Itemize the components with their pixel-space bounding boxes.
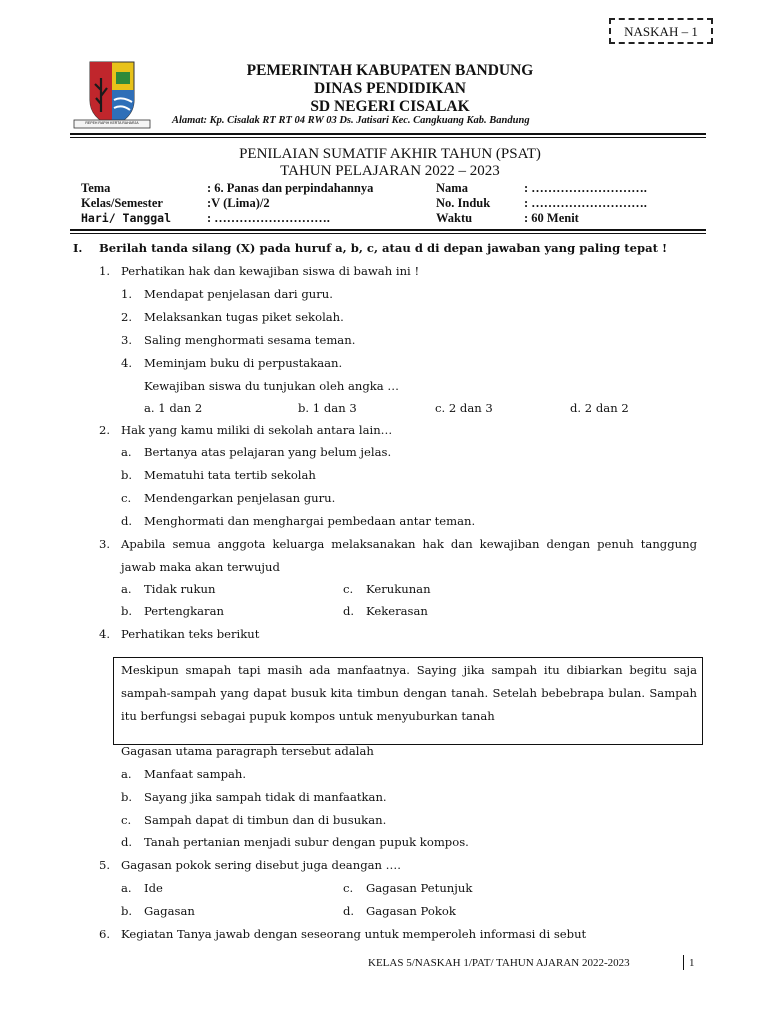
induk-value: : ………………………. (524, 196, 647, 210)
q4-passage-line: Meskipun smapah tapi masih ada manfaatnya. Saying jika sampah itu dibiarkan begitu saja (121, 663, 697, 677)
q2-option-letter: b. (121, 468, 133, 482)
q3-option-letter: c. (343, 582, 354, 596)
q1-text: Perhatikan hak dan kewajiban siswa di bawah ini ! (121, 264, 420, 278)
q3-option-letter: d. (343, 604, 355, 618)
q1-option-b[interactable]: b. 1 dan 3 (298, 401, 357, 415)
q1-number: 1. (99, 264, 111, 278)
header-government: PEMERINTAH KABUPATEN BANDUNG (246, 62, 534, 79)
q4-option-d[interactable]: Tanah pertanian menjadi subur dengan pupuk kompos. (144, 835, 469, 849)
q4-option-letter: d. (121, 835, 133, 849)
q3-text-line2: jawab maka akan terwujud (121, 560, 280, 574)
q4-option-a[interactable]: Manfaat sampah. (144, 767, 247, 781)
q2-option-letter: d. (121, 514, 133, 528)
q5-option-d[interactable]: Gagasan Pokok (366, 904, 456, 918)
header-department: DINAS PENDIDIKAN (313, 80, 466, 97)
q4-option-letter: c. (121, 813, 132, 827)
footer-text: KELAS 5/NASKAH 1/PAT/ TAHUN AJARAN 2022-2023 (368, 957, 630, 969)
q4-passage-line: sampah-sampah yang dapat busuk kita timbun dengan tanah. Setelah bebebrapa bulan. Sampah (121, 686, 697, 700)
q1-option-a[interactable]: a. 1 dan 2 (144, 401, 203, 415)
q1-item-text: Meminjam buku di perpustakaan. (144, 356, 343, 370)
logo-motto: REPEH RAPIH KERTA RAHARJA (85, 121, 139, 125)
q5-option-letter: c. (343, 881, 354, 895)
q2-number: 2. (99, 423, 111, 437)
q5-option-letter: a. (121, 881, 132, 895)
q5-option-a[interactable]: Ide (144, 881, 163, 895)
q5-option-c[interactable]: Gagasan Petunjuk (366, 881, 473, 895)
q4-question: Gagasan utama paragraph tersebut adalah (121, 744, 374, 758)
hari-label: Hari/ Tanggal (81, 211, 172, 225)
section-instruction: Berilah tanda silang (X) pada huruf a, b, c, atau d di depan jawaban yang paling tepat ! (99, 241, 668, 255)
q5-option-letter: b. (121, 904, 133, 918)
hari-value: : ………………………. (207, 211, 330, 225)
waktu-value: : 60 Menit (524, 211, 579, 225)
q5-option-letter: d. (343, 904, 355, 918)
q5-text: Gagasan pokok sering disebut juga deangan …. (121, 858, 401, 872)
q4-option-c[interactable]: Sampah dapat di timbun dan di busukan. (144, 813, 387, 827)
q2-option-c[interactable]: Mendengarkan penjelasan guru. (144, 491, 336, 505)
q3-option-letter: a. (121, 582, 132, 596)
q3-option-letter: b. (121, 604, 133, 618)
q1-item-text: Melaksankan tugas piket sekolah. (144, 310, 344, 324)
q2-option-d[interactable]: Menghormati dan menghargai pembedaan antar teman. (144, 514, 476, 528)
q6-number: 6. (99, 927, 111, 941)
q3-option-a[interactable]: Tidak rukun (144, 582, 216, 596)
q1-item-number: 3. (121, 333, 133, 347)
header-school-name: SD NEGERI CISALAK (310, 98, 470, 115)
header-divider (70, 133, 706, 135)
q3-number: 3. (99, 537, 111, 551)
q6-text: Kegiatan Tanya jawab dengan seseorang untuk memperoleh informasi di sebut (121, 927, 587, 941)
q2-text: Hak yang kamu miliki di sekolah antara lain… (121, 423, 393, 437)
exam-title: PENILAIAN SUMATIF AKHIR TAHUN (PSAT) (239, 146, 541, 162)
meta-divider (70, 229, 706, 231)
footer-divider (683, 955, 684, 970)
q3-option-c[interactable]: Kerukunan (366, 582, 431, 596)
q3-text-line1: Apabila semua anggota keluarga melaksanakan hak dan kewajiban dengan penuh tanggung (121, 537, 697, 551)
q3-option-b[interactable]: Pertengkaran (144, 604, 224, 618)
q3-option-d[interactable]: Kekerasan (366, 604, 428, 618)
q1-item-text: Mendapat penjelasan dari guru. (144, 287, 333, 301)
q2-option-b[interactable]: Mematuhi tata tertib sekolah (144, 468, 316, 482)
naskah-label: NASKAH – 1 (609, 18, 713, 44)
nama-label: Nama (436, 181, 468, 195)
q2-option-a[interactable]: Bertanya atas pelajaran yang belum jelas. (144, 445, 392, 459)
q4-text: Perhatikan teks berikut (121, 627, 260, 641)
kelas-value: :V (Lima)/2 (207, 196, 270, 210)
q4-number: 4. (99, 627, 111, 641)
q1-option-c[interactable]: c. 2 dan 3 (435, 401, 493, 415)
header-address: Alamat: Kp. Cisalak RT RT 04 RW 03 Ds. Jatisari Kec. Cangkuang Kab. Bandung (172, 115, 530, 126)
section-number: I. (73, 241, 83, 255)
q1-followup: Kewajiban siswa du tunjukan oleh angka … (144, 379, 400, 393)
induk-label: No. Induk (436, 196, 491, 210)
page-number: 1 (689, 957, 695, 969)
header-divider-thin (70, 137, 706, 138)
q4-option-letter: b. (121, 790, 133, 804)
kelas-label: Kelas/Semester (81, 196, 163, 210)
q4-passage-line: itu berfungsi sebagai pupuk kompos untuk menyuburkan tanah (121, 709, 495, 723)
tema-value: : 6. Panas dan perpindahannya (207, 181, 374, 195)
exam-year: TAHUN PELAJARAN 2022 – 2023 (280, 163, 500, 179)
q1-item-text: Saling menghormati sesama teman. (144, 333, 356, 347)
tema-label: Tema (81, 181, 111, 195)
waktu-label: Waktu (436, 211, 473, 225)
q1-item-number: 2. (121, 310, 133, 324)
q5-option-b[interactable]: Gagasan (144, 904, 195, 918)
q4-option-b[interactable]: Sayang jika sampah tidak di manfaatkan. (144, 790, 387, 804)
q1-item-number: 1. (121, 287, 133, 301)
meta-divider-thin (70, 233, 706, 234)
q1-item-number: 4. (121, 356, 133, 370)
q2-option-letter: a. (121, 445, 132, 459)
q5-number: 5. (99, 858, 111, 872)
nama-value: : ………………………. (524, 181, 647, 195)
q2-option-letter: c. (121, 491, 132, 505)
q1-option-d[interactable]: d. 2 dan 2 (570, 401, 629, 415)
q4-option-letter: a. (121, 767, 132, 781)
